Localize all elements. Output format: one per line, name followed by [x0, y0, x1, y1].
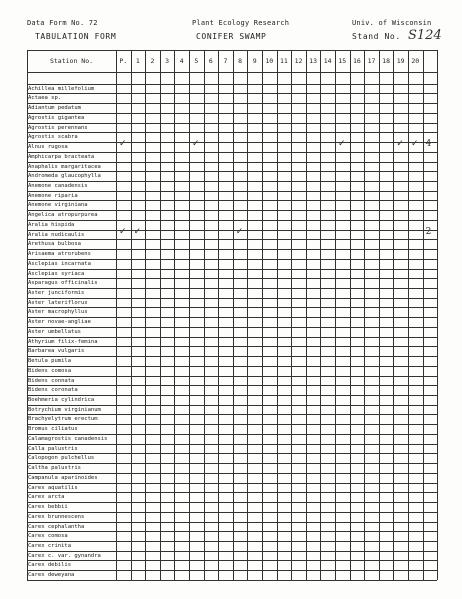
column-divider [277, 50, 278, 580]
column-divider [145, 50, 146, 580]
row-divider [27, 132, 437, 133]
species-name: Anemone canadensis [28, 182, 88, 189]
species-name: Bidens coronata [28, 387, 78, 394]
header-divider [27, 72, 437, 73]
species-name: Boehmeria cylindrica [28, 397, 95, 404]
row-divider [27, 434, 437, 435]
row-divider [27, 531, 437, 532]
species-name: Aralia nudicaulis [28, 231, 85, 238]
species-name: Betula pumila [28, 358, 72, 365]
check-mark: ✓ [338, 139, 346, 150]
row-divider [27, 385, 437, 386]
row-divider [27, 162, 437, 163]
species-name: Carex crinita [28, 542, 72, 549]
column-header: 3 [165, 57, 170, 65]
species-name: Barbarea vulgaris [28, 348, 85, 355]
species-name: Carex aquatilis [28, 484, 78, 491]
row-divider [27, 327, 437, 328]
check-mark: ✓ [396, 139, 404, 150]
row-divider [27, 278, 437, 279]
species-name: Arethusa bulbosa [28, 241, 81, 248]
species-name: Angelica atropurpurea [28, 212, 98, 219]
column-divider [247, 50, 248, 580]
row-divider [27, 123, 437, 124]
column-header: P. [119, 57, 128, 65]
column-divider [320, 50, 321, 580]
column-divider [174, 50, 175, 580]
species-name: Aster lateriflorus [28, 299, 88, 306]
column-header: 4 [179, 57, 184, 65]
species-name: Bromus ciliatus [28, 426, 78, 433]
species-name: Carex arcta [28, 494, 65, 501]
species-name: Carex debilis [28, 562, 72, 569]
column-divider [291, 50, 292, 580]
stand-number: S124 [408, 28, 442, 43]
column-header [423, 50, 438, 72]
species-name: Alnus rugosa [28, 144, 68, 151]
column-divider [393, 50, 394, 580]
species-name: Athyrium filix-femina [28, 338, 98, 345]
row-divider [27, 317, 437, 318]
row-divider [27, 560, 437, 561]
species-name: Calamagrostis canadensis [28, 435, 108, 442]
row-divider [27, 181, 437, 182]
row-divider [27, 191, 437, 192]
column-header: 12 [294, 57, 303, 65]
check-mark: ✓ [192, 139, 200, 150]
column-header: 6 [208, 57, 213, 65]
row-divider [27, 239, 437, 240]
column-divider [335, 50, 336, 580]
column-header: 2 [150, 57, 155, 65]
row-divider [27, 152, 437, 153]
species-name: Anemone virginiana [28, 202, 88, 209]
check-mark: ✓ [119, 226, 127, 237]
species-name: Calla palustris [28, 445, 78, 452]
species-name: Aster novae-angliae [28, 319, 91, 326]
column-divider [364, 50, 365, 580]
column-header: 15 [338, 57, 347, 65]
row-divider [27, 220, 437, 221]
column-divider [218, 50, 219, 580]
species-name: Carex brunnescens [28, 513, 85, 520]
column-divider [423, 50, 424, 580]
column-divider [189, 50, 190, 580]
row-divider [27, 210, 437, 211]
row-divider [27, 395, 437, 396]
row-divider [27, 492, 437, 493]
species-name: Carex comosa [28, 533, 68, 540]
species-name: Carex cephalantha [28, 523, 85, 530]
column-header: 11 [279, 57, 288, 65]
column-divider [262, 50, 263, 580]
column-divider [437, 50, 438, 580]
row-divider [27, 580, 437, 581]
row-divider [27, 405, 437, 406]
column-header: 9 [252, 57, 257, 65]
species-name: Asparagus officinalis [28, 280, 98, 287]
species-name: Aster junciformis [28, 290, 85, 296]
column-divider [204, 50, 205, 580]
row-divider [27, 249, 437, 250]
row-divider [27, 93, 437, 94]
row-divider [27, 230, 437, 231]
column-divider [160, 50, 161, 580]
column-divider [306, 50, 307, 580]
row-divider [27, 366, 437, 367]
row-divider [27, 463, 437, 464]
column-divider [233, 50, 234, 580]
check-mark: ✓ [235, 226, 244, 237]
species-name: Adiantum pedatum [28, 105, 81, 112]
row-divider [27, 444, 437, 445]
column-divider [408, 50, 409, 580]
species-name: Botrychium virginianum [28, 406, 101, 413]
column-divider [131, 50, 132, 580]
species-name: Asclepias syriaca [28, 270, 85, 277]
row-divider [27, 307, 437, 308]
species-name: Achillea millefolium [28, 85, 95, 92]
row-divider [27, 453, 437, 454]
check-mark: ✓ [133, 226, 142, 237]
check-mark: ✓ [119, 139, 127, 150]
tally-number: 2 [425, 226, 432, 237]
species-name: Amphicarpa bracteata [28, 153, 95, 160]
column-header: 8 [238, 57, 243, 65]
species-name: Aralia hispida [28, 221, 75, 228]
species-name: Aster umbellatus [28, 328, 81, 335]
row-divider [27, 414, 437, 415]
species-name: Agrostis gigantea [28, 114, 85, 121]
column-divider [116, 50, 117, 580]
column-header: 17 [367, 57, 376, 65]
species-name: Anaphalis margaritacea [28, 163, 101, 170]
form-number: Data Form No. 72 [27, 19, 98, 27]
stand-label: Stand No. [352, 32, 401, 41]
grid-top-border [27, 50, 437, 51]
row-divider [27, 551, 437, 552]
row-divider [27, 512, 437, 513]
species-name: Anemone riparia [28, 192, 78, 199]
row-divider [27, 200, 437, 201]
species-name: Aster macrophyllus [28, 309, 88, 316]
row-divider [27, 288, 437, 289]
row-divider [27, 376, 437, 377]
species-name: Actaea sp. [28, 95, 62, 102]
column-header: 13 [309, 57, 317, 65]
university: Univ. of Wisconsin [352, 19, 432, 27]
row-divider [27, 570, 437, 571]
row-divider [27, 483, 437, 484]
row-divider [27, 346, 437, 347]
species-name: Campanula aparinoides [28, 474, 98, 481]
column-header: 20 [411, 57, 420, 65]
species-name: Carex c. var. gynandra [28, 552, 101, 559]
row-divider [27, 337, 437, 338]
row-divider [27, 142, 437, 143]
column-divider [379, 50, 380, 580]
community-title: CONIFER SWAMP [196, 32, 267, 41]
species-name: Calopogon pulchellus [28, 455, 95, 462]
row-divider [27, 84, 437, 85]
species-name: Bidens comosa [28, 367, 72, 374]
form-title: TABULATION FORM [35, 32, 117, 41]
tabulation-grid [27, 50, 437, 580]
column-header: 1 [135, 57, 140, 65]
row-divider [27, 522, 437, 523]
row-divider [27, 356, 437, 357]
species-name: Arisaema atrorubens [28, 251, 91, 258]
row-divider [27, 103, 437, 104]
species-name: Agrostis scabra [28, 134, 78, 141]
row-divider [27, 269, 437, 270]
column-divider [350, 50, 351, 580]
row-divider [27, 473, 437, 474]
row-divider [27, 298, 437, 299]
row-divider [27, 424, 437, 425]
tally-number: 4 [425, 139, 432, 150]
column-header: 14 [323, 57, 332, 65]
check-mark: ✓ [411, 139, 419, 150]
species-name: Asclepias incarnata [28, 260, 91, 267]
column-header: 5 [194, 57, 199, 65]
species-name: Carex deweyana [28, 572, 75, 579]
row-divider [27, 259, 437, 260]
row-divider [27, 171, 437, 172]
species-name: Carex bebbii [28, 504, 68, 511]
species-name: Brachyelytrum erectum [28, 416, 98, 423]
species-name: Caltha palustris [28, 465, 81, 472]
column-header: 16 [352, 57, 361, 65]
species-name: Andromeda glaucophylla [28, 173, 101, 180]
species-name: Bidens connata [28, 377, 75, 384]
column-header: 18 [382, 57, 390, 65]
column-header: 19 [396, 57, 405, 65]
row-divider [27, 502, 437, 503]
row-divider [27, 541, 437, 542]
row-divider [27, 113, 437, 114]
station-label: Station No. [49, 57, 94, 65]
column-header: 7 [223, 57, 228, 65]
column-header: 10 [265, 57, 274, 65]
organization: Plant Ecology Research [192, 19, 290, 27]
species-name: Agrostis perennans [28, 124, 88, 131]
